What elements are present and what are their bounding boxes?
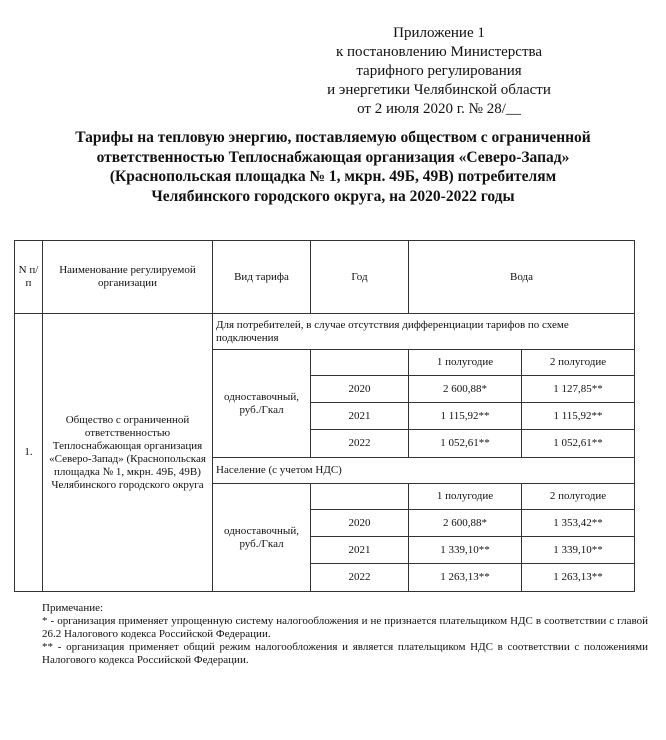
tariff-table	[14, 240, 635, 592]
section-label: Для потребителей, в случае отсутствия дифференциации тарифов по схеме подключения	[213, 314, 635, 350]
year-cell: 2022	[311, 430, 409, 458]
half-header: 2 полугодие	[522, 350, 635, 376]
value-cell: 1 127,85**	[522, 376, 635, 403]
value-cell: 1 263,13**	[409, 564, 522, 592]
row-number: 1.	[15, 314, 43, 592]
year-cell: 2022	[311, 564, 409, 592]
value-cell: 1 052,61**	[522, 430, 635, 458]
title-line: Челябинского городского округа, на 2020-2022 годы	[151, 187, 515, 205]
value-cell: 1 115,92**	[522, 403, 635, 430]
note-item: ** - организация применяет общий режим налогообложения и является плательщиком НДС в соответствии с положениями Налогового кодекса Российской Федерации.	[42, 641, 648, 666]
header-type: Вид тарифа	[213, 241, 311, 314]
annex-line: Приложение 1	[393, 25, 485, 41]
value-cell: 1 353,42**	[522, 510, 635, 537]
notes-block	[42, 602, 648, 667]
annex-line: и энергетики Челябинской области	[327, 82, 551, 98]
year-cell: 2020	[311, 376, 409, 403]
notes-heading: Примечание:	[42, 602, 104, 614]
value-cell: 1 339,10**	[522, 537, 635, 564]
value-cell: 2 600,88*	[409, 376, 522, 403]
document-title	[20, 128, 646, 206]
annex-block	[274, 24, 604, 119]
value-cell: 1 115,92**	[409, 403, 522, 430]
title-line: ответственностью Теплоснабжающая организация «Северо-Запад»	[96, 148, 570, 166]
value-cell: 2 600,88*	[409, 510, 522, 537]
year-cell: 2020	[311, 510, 409, 537]
annex-line: тарифного регулирования	[356, 63, 522, 79]
org-name: Общество с ограниченной ответственностью Теплоснабжающая организация «Северо-Запад» (Краснопольская площадка № 1, мкрн. 49Б, 49В) Челябинского городского округа	[43, 314, 213, 592]
half-header: 1 полугодие	[409, 350, 522, 376]
empty-cell	[311, 484, 409, 510]
header-org: Наименование регулируемой организации	[43, 241, 213, 314]
annex-line: от 2 июля 2020 г. № 28/__	[357, 101, 521, 117]
year-cell: 2021	[311, 403, 409, 430]
header-year: Год	[311, 241, 409, 314]
section-label: Население (с учетом НДС)	[213, 458, 635, 484]
value-cell: 1 339,10**	[409, 537, 522, 564]
title-line: Тарифы на тепловую энергию, поставляемую обществом с ограниченной	[75, 129, 591, 146]
title-line: (Краснопольская площадка № 1, мкрн. 49Б, 49В) потребителям	[109, 168, 557, 185]
half-header: 1 полугодие	[409, 484, 522, 510]
tariff-type: одноставочный, руб./Гкал	[213, 350, 311, 458]
table-row	[15, 314, 635, 350]
half-header: 2 полугодие	[522, 484, 635, 510]
value-cell: 1 263,13**	[522, 564, 635, 592]
tariff-type: одноставочный, руб./Гкал	[213, 484, 311, 592]
note-item: * - организация применяет упрощенную систему налогообложения и не признается плательщиком НДС в соответствии с главой 26.2 Налогового кодекса Российской Федерации.	[42, 615, 648, 640]
year-cell: 2021	[311, 537, 409, 564]
value-cell: 1 052,61**	[409, 430, 522, 458]
header-num: N п/п	[15, 241, 43, 314]
empty-cell	[311, 350, 409, 376]
table-header-row	[15, 241, 635, 314]
header-water: Вода	[409, 241, 635, 314]
annex-line: к постановлению Министерства	[335, 44, 543, 60]
